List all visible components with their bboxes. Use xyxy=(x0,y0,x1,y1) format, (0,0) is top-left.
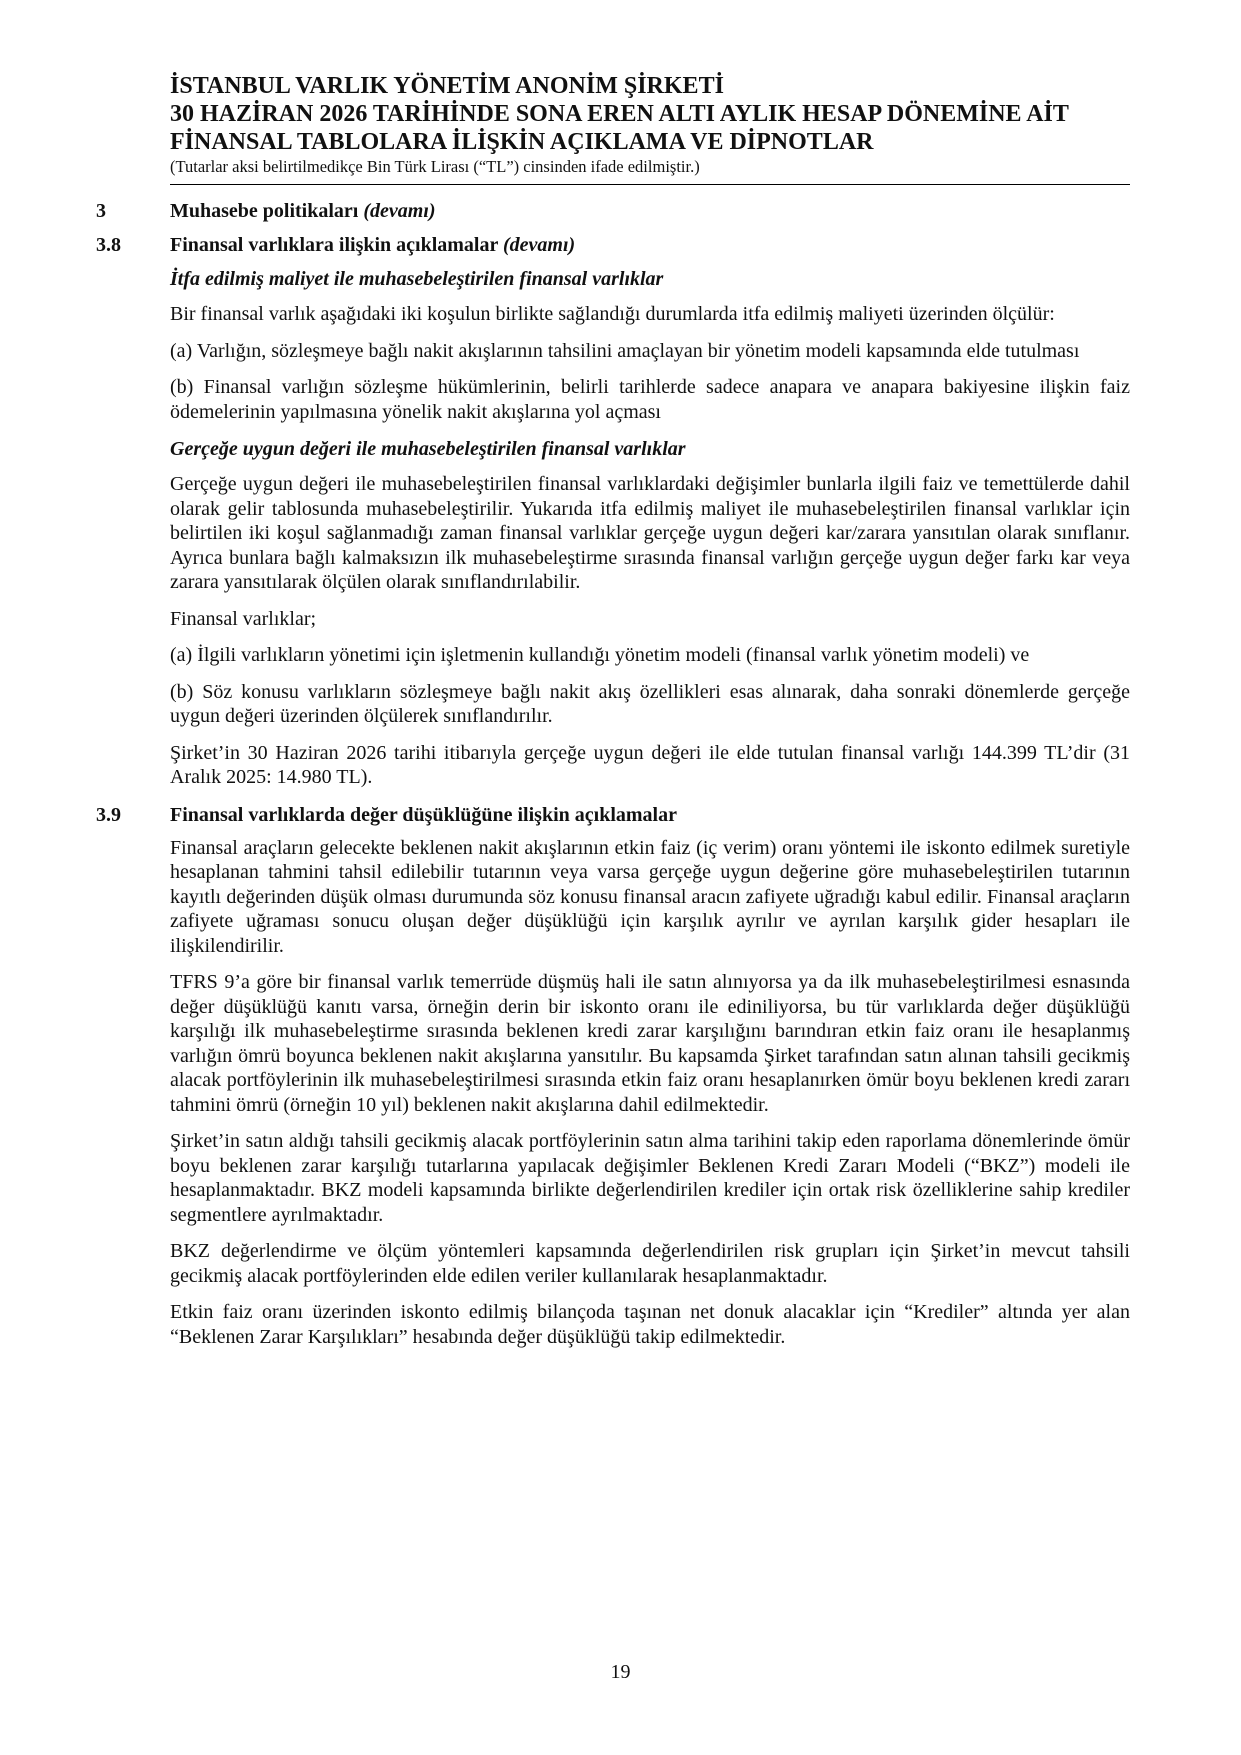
section-3-9-body xyxy=(170,836,1130,1350)
page-content xyxy=(96,198,1130,1361)
subheading-fair-value: Gerçeğe uygun değeri ile muhasebeleştirilen finansal varlıklar xyxy=(170,438,686,460)
paragraph: Finansal araçların gelecekte beklenen nakit akışlarının etkin faiz (iç verim) oranı yöntemi ile iskonto edilmek suretiyle hesaplanan tahmini tahsil edilebilir tutarının veya varsa gerçeğe uygun değerine göre muhasebeleştirilen tutarının kayıtlı değerinden düşük olması durumunda söz konusu finansal aracın zafiyete uğradığı kabul edilir. Finansal araçların zafiyete uğraması sonucu oluşan değer düşüklüğü için karşılık ayrılır ve ayrılan karşılık gider hesapları ile ilişkilendirilir. xyxy=(170,836,1130,957)
paragraph: Şirket’in satın aldığı tahsili gecikmiş alacak portföylerinin satın alma tarihini takip eden raporlama dönemlerinde ömür boyu beklenen zarar karşılığı tutarlarına yapılacak değişimler Beklenen Kredi Zararı Modeli (“BKZ”) modeli ile hesaplanmaktadır. BKZ modeli kapsamında birlikte değerlendirilen krediler için ortak risk özelliklerine sahip krediler segmentlere ayrılmaktadır. xyxy=(170,1130,1130,1226)
page-number: 19 xyxy=(610,1661,631,1683)
paragraph: (a) Varlığın, sözleşmeye bağlı nakit akışlarının tahsilini amaçlayan bir yönetim modeli kapsamında elde tutulması xyxy=(170,339,1080,362)
paragraph: Finansal varlıklar; xyxy=(170,607,317,630)
section-3-9-heading xyxy=(96,802,1130,836)
paragraph: (b) Söz konusu varlıkların sözleşmeye bağlı nakit akış özellikleri esas alınarak, daha sonraki dönemlerde gerçeğe uygun değeri üzerinden ölçülerek sınıflandırılır. xyxy=(170,680,1130,727)
paragraph: Etkin faiz oranı üzerinden iskonto edilmiş bilançoda taşınan net donuk alacaklar için “Krediler” altında yer alan “Beklenen Zarar Karşılıkları” hesabında değer düşüklüğü takip edilmektedir. xyxy=(170,1301,1130,1348)
section-number: 3 xyxy=(96,200,106,222)
section-title: Finansal varlıklarda değer düşüklüğüne ilişkin açıklamalar xyxy=(170,803,677,826)
paragraph: BKZ değerlendirme ve ölçüm yöntemleri kapsamında değerlendirilen risk grupları için Şirket’in mevcut tahsili gecikmiş alacak portföylerinden elde edilen veriler kullanılarak hesaplanmaktadır. xyxy=(170,1240,1130,1287)
paragraph: (b) Finansal varlığın sözleşme hükümlerinin, belirli tarihlerde sadece anapara ve anapara bakiyesine ilişkin faiz ödemelerinin yapılmasına yönelik nakit akışlarına yol açması xyxy=(170,376,1130,423)
section-3-heading xyxy=(96,198,1130,232)
paragraph: TFRS 9’a göre bir finansal varlık temerrüde düşmüş hali ile satın alınıyorsa ya da ilk muhasebeleştirilmesi esnasında değer düşüklüğü kanıtı varsa, örneğin derin bir iskonto oranı ile ediniliyorsa, bu tür varlıklarda değer düşüklüğü karşılığı ilk muhasebeleştirme sırasında beklenen kredi zarar karşılığını barındıran etkin faiz oranı ile hesaplanmış varlığın ömrü boyunca beklenen nakit akışlarına yansıtılır. Bu kapsamda Şirket tarafından satın alınan tahsili gecikmiş alacak portföylerinin ilk muhasebeleştirilmesi sırasında etkin faiz oranı hesaplanırken ömür boyu beklenen kredi zararı tahmini ömrü (örneğin 10 yıl) beklenen nakit akışlarına dahil edilmektedir. xyxy=(170,971,1130,1116)
header-rule xyxy=(170,184,1130,185)
document-header xyxy=(170,72,1130,177)
section-title: Finansal varlıklara ilişkin açıklamalar (devamı) xyxy=(170,234,576,256)
section-title: Muhasebe politikaları (devamı) xyxy=(170,200,436,222)
paragraph: (a) İlgili varlıkların yönetimi için işletmenin kullandığı yönetim modeli (finansal varlık yönetim modeli) ve xyxy=(170,644,1030,666)
paragraph: Gerçeğe uygun değeri ile muhasebeleştirilen finansal varlıklardaki değişimler bunlarla ilgili faiz ve temettülerde dahil olarak gelir tablosunda muhasebeleştirilir. Yukarıda itfa edilmiş maliyet ile muhasebeleştirilen finansal varlıklar için belirtilen iki koşul sağlanmadığı zaman finansal varlıklar gerçeğe uygun değeri kar/zarara yansıtılan olarak sınıflanır. Ayrıca bunlara bağlı kalmaksızın ilk muhasebeleştirme sırasında finansal varlığın gerçeğe uygun değer farkı kar veya zarara yansıtılarak ölçülen olarak sınıflandırılabilir. xyxy=(170,473,1130,593)
continued-label: (devamı) xyxy=(363,200,436,222)
continued-label: (devamı) xyxy=(503,234,576,256)
paragraph: Bir finansal varlık aşağıdaki iki koşulun birlikte sağlandığı durumlarda itfa edilmiş maliyeti üzerinden ölçülür: xyxy=(170,303,1055,325)
subheading-amortised-cost: İtfa edilmiş maliyet ile muhasebeleştirilen finansal varlıklar xyxy=(170,268,664,290)
paragraph: Şirket’in 30 Haziran 2026 tarihi itibarıyla gerçeğe uygun değeri ile elde tutulan finansal varlığı 144.399 TL’dir (31 Aralık 2025: 14.980 TL). xyxy=(170,741,1130,788)
company-name: İSTANBUL VARLIK YÖNETİM ANONİM ŞİRKETİ xyxy=(170,73,724,99)
section-number: 3.9 xyxy=(96,803,121,826)
period-title: 30 HAZİRAN 2026 TARİHİNDE SONA EREN ALTI AYLIK HESAP DÖNEMİNE AİT xyxy=(170,101,1069,127)
section-3-8-heading xyxy=(96,232,1130,266)
statement-title: FİNANSAL TABLOLARA İLİŞKİN AÇIKLAMA VE DİPNOTLAR xyxy=(170,129,874,155)
section-3-8-body xyxy=(170,266,1130,790)
section-number: 3.8 xyxy=(96,234,121,256)
currency-note: (Tutarlar aksi belirtilmedikçe Bin Türk Lirası (“TL”) cinsinden ifade edilmiştir.) xyxy=(170,157,700,176)
